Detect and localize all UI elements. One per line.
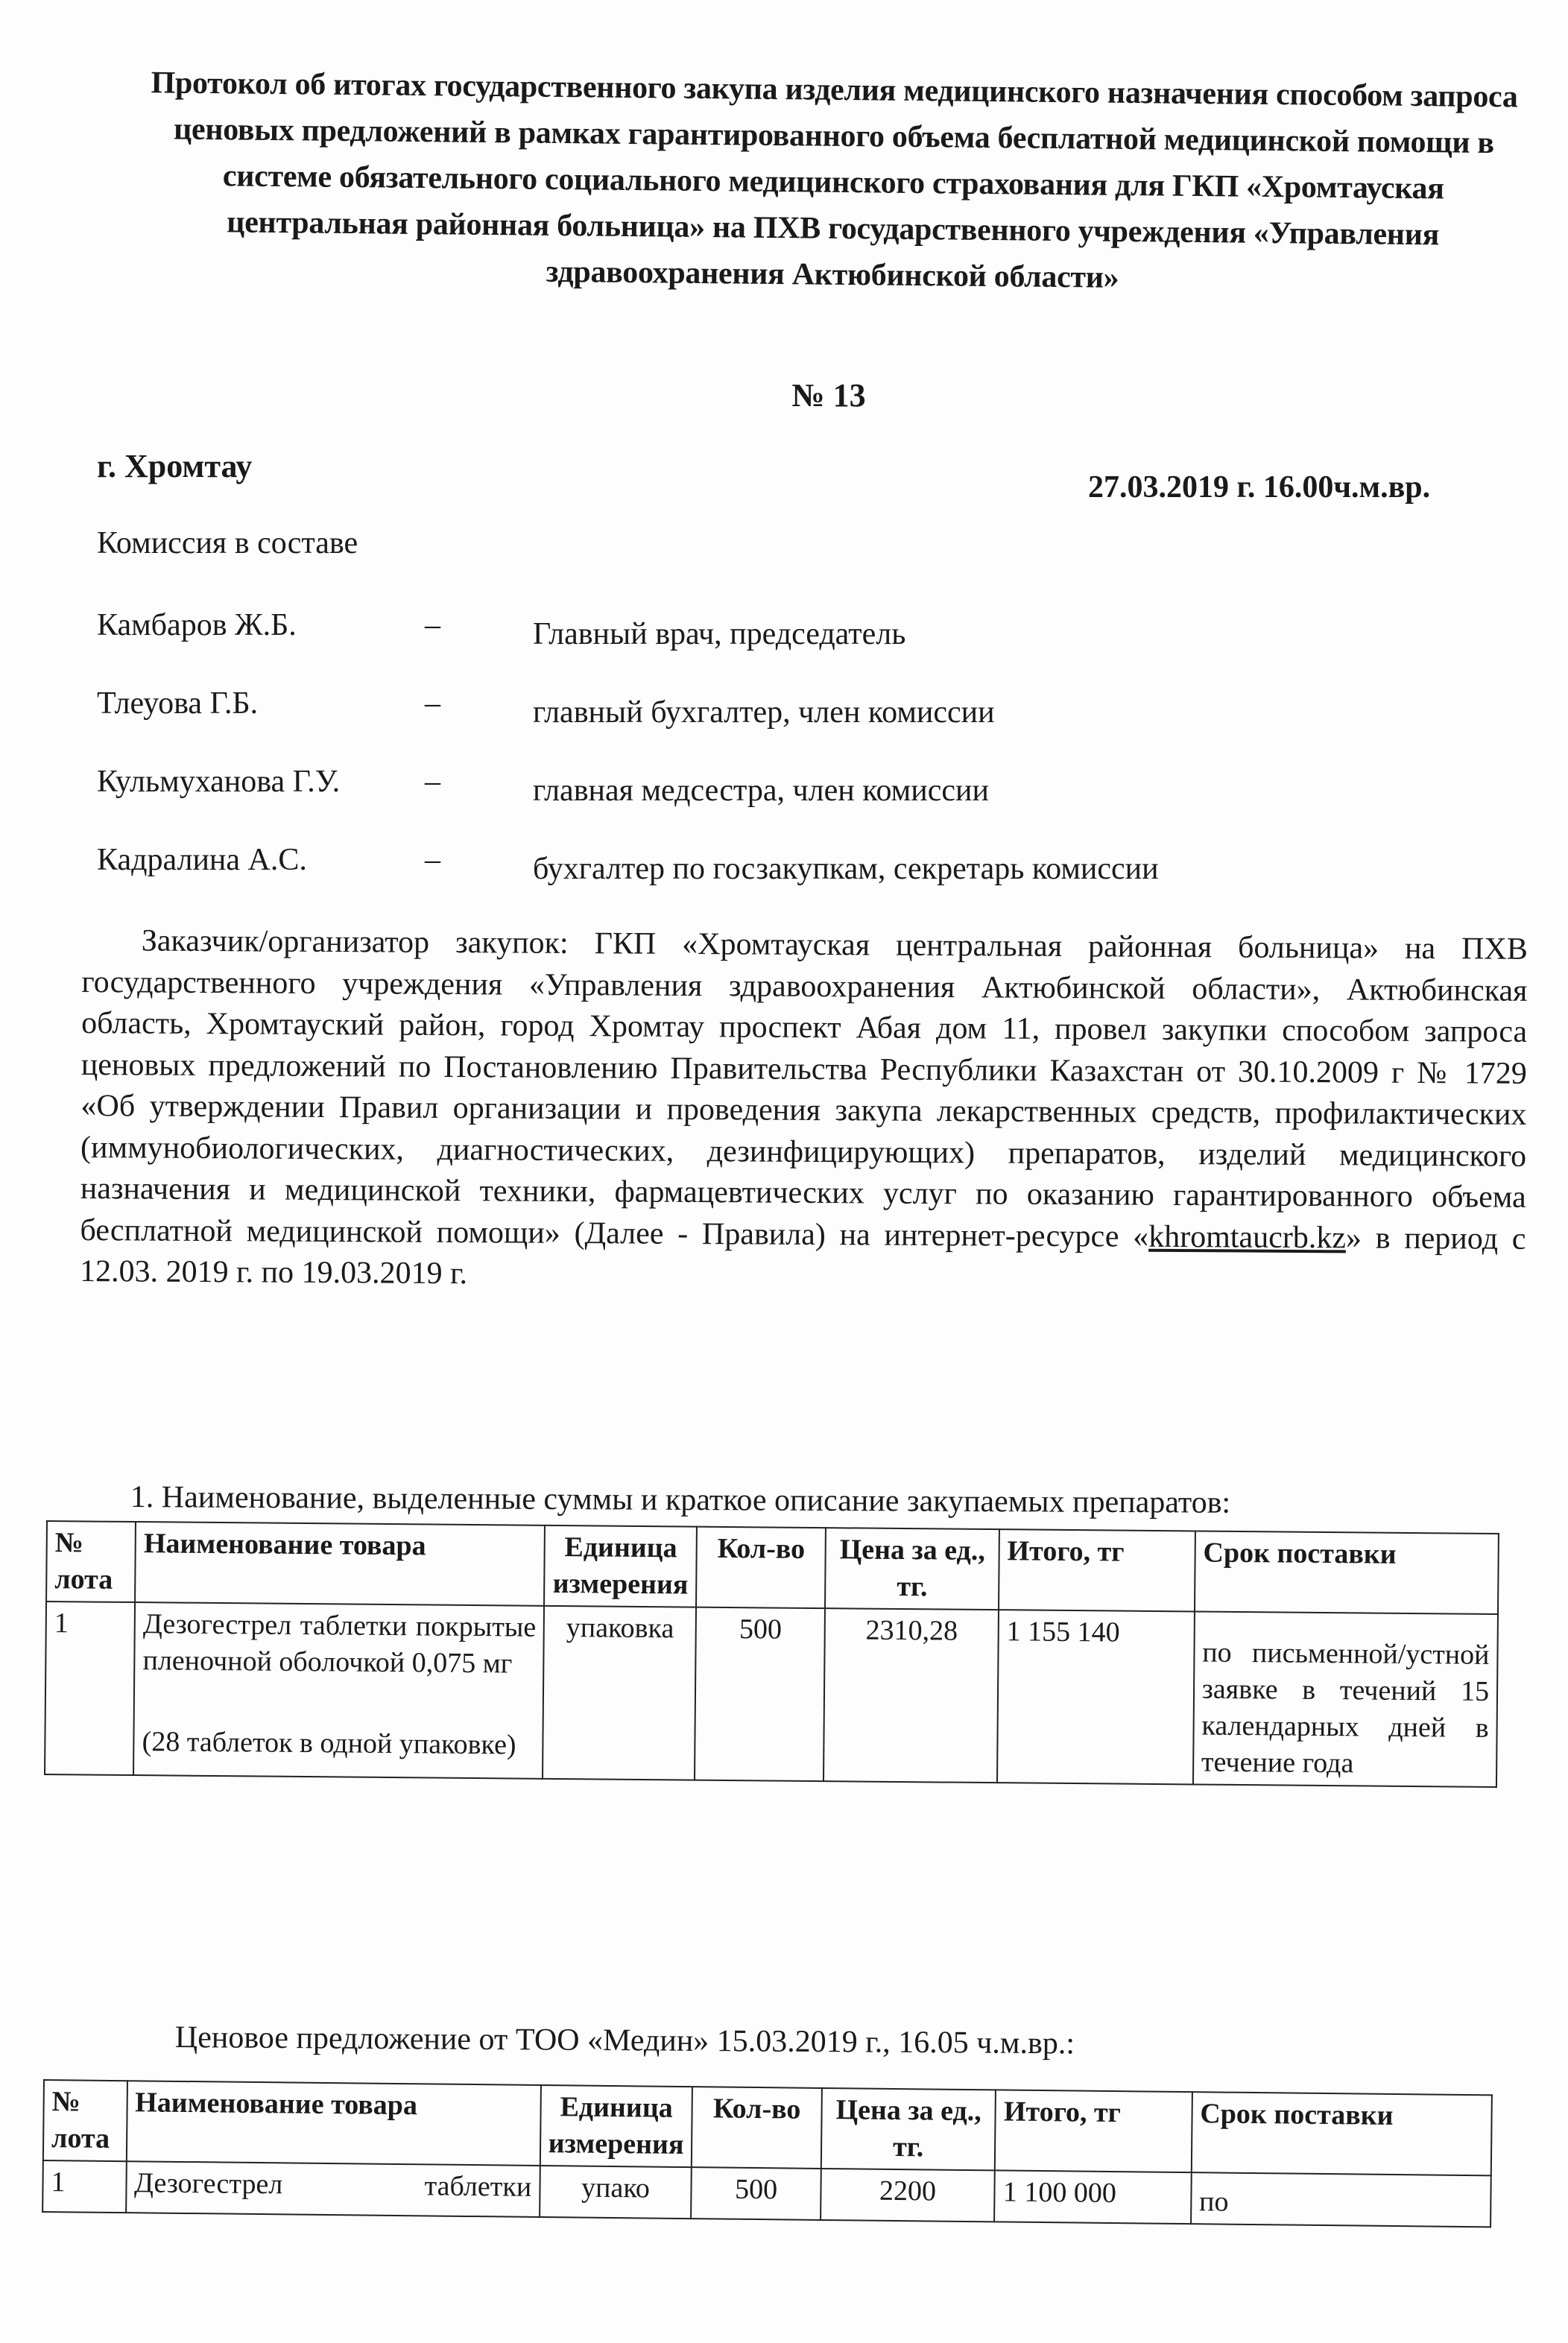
cell-lot: 1: [42, 2160, 126, 2213]
section-heading: 1. Наименование, выделенные суммы и краткое описание закупаемых препаратов:: [130, 1480, 1231, 1520]
member-name: Тлеуова Г.Б.: [97, 686, 259, 721]
member-dash: –: [425, 608, 440, 642]
cell-delivery: по: [1191, 2172, 1491, 2227]
header-qty: Кол-во: [696, 1527, 826, 1609]
table-row: [45, 1601, 1498, 1787]
member-role: Главный врач, председатель: [533, 617, 906, 651]
commission-member: [97, 686, 1513, 730]
cell-total: 1 155 140: [997, 1610, 1195, 1784]
member-name: Камбаров Ж.Б.: [97, 608, 297, 642]
offer-table: [42, 2079, 1493, 2227]
header-name: Наименование товара: [126, 2081, 540, 2166]
header-lot: № лота: [46, 1521, 136, 1602]
offer-heading: Ценовое предложение от ТОО «Медин» 15.03.2019 г., 16.05 ч.м.вр.:: [174, 2020, 1075, 2061]
header-lot: № лота: [43, 2080, 127, 2161]
lots-table: [44, 1520, 1499, 1788]
cell-price: 2310,28: [823, 1608, 999, 1783]
cell-price: 2200: [821, 2169, 995, 2222]
item-note: (28 таблеток в одной упаковке): [142, 1726, 516, 1761]
member-name: Кадралина А.С.: [97, 843, 307, 877]
paragraph-text: Заказчик/организатор закупок: ГКП «Хромтауская центральная районная больница» на ПХВ государственного учреждения «Управления здравоохранения Актюбинской области», Актюбинская область, Хромтауский район, город Хромтау проспект Абая дом 11, провел закупки способом запроса ценовых предложений по Постановлению Правительства Республики Казахстан от 30.10.2009 г № 1729 «Об утверждении Правил организации и проведения закупа лекарственных средств, профилактических (иммунобиологических, диагностических, дезинфицирующих) препаратов, изделий медицинского назначения и медицинской техники, фармацевтических услуг по оказанию гарантированного объема бесплатной медицинской помощи» (Далее - Правила) на интернет-ресурсе «: [80, 923, 1528, 1254]
website-link[interactable]: khromtaucrb.kz: [1148, 1219, 1347, 1255]
protocol-datetime: 27.03.2019 г. 16.00ч.м.вр.: [1088, 470, 1431, 505]
commission-member: [97, 842, 1513, 887]
city: г. Хромтау: [97, 448, 253, 484]
member-dash: –: [425, 843, 440, 877]
table-header-row: [43, 2080, 1492, 2175]
header-delivery: Срок поставки: [1195, 1531, 1499, 1614]
cell-delivery: по письменной/устной заявке в течений 15 календарных дней в течение года: [1193, 1611, 1498, 1787]
protocol-number: № 13: [791, 377, 866, 414]
header-price: Цена за ед., тг.: [821, 2088, 996, 2170]
member-role: главный бухгалтер, член комиссии: [533, 695, 995, 730]
header-unit: Единица измерения: [544, 1525, 697, 1607]
cell-total: 1 100 000: [994, 2170, 1191, 2224]
commission-member: [97, 607, 1513, 652]
member-name: Кульмуханова Г.У.: [97, 765, 341, 799]
table-header-row: [46, 1521, 1499, 1614]
cell-unit: упако: [540, 2166, 692, 2219]
header-delivery: Срок поставки: [1192, 2092, 1492, 2175]
header-total: Итого, тг: [999, 1529, 1195, 1611]
cell-unit: упаковка: [543, 1606, 696, 1780]
item-name: Дезогестрел таблетки покрытые пленочной оболочкой 0,075 мг: [142, 1608, 537, 1680]
document-title: Протокол об итогах государственного закупа изделия медицинского назначения способом запроса ценовых предложений в рамках гарантированного объема бесплатной медицинской помощи в системе обязательного социального медицинского страхования для ГКП «Хромтауская центральная районная больница» на ПХВ государственного учреждения «Управления здравоохранения Актюбинской области»: [151, 66, 1518, 295]
cell-qty: 500: [695, 1607, 825, 1782]
cell-name: [133, 1602, 544, 1779]
customer-paragraph: [80, 920, 1528, 1301]
header-name: Наименование товара: [135, 1522, 545, 1606]
header-qty: Кол-во: [692, 2087, 822, 2169]
member-role: главная медсестра, член комиссии: [533, 774, 989, 808]
commission-member: [97, 764, 1513, 809]
header-unit: Единица измерения: [540, 2085, 692, 2167]
cell-qty: 500: [691, 2167, 821, 2220]
member-role: бухгалтер по госзакупкам, секретарь комиссии: [533, 852, 1159, 886]
member-dash: –: [425, 686, 440, 721]
commission-label: Комиссия в составе: [97, 526, 358, 560]
header-price: Цена за ед., тг.: [825, 1528, 999, 1610]
cell-lot: 1: [45, 1601, 135, 1775]
cell-name: Дезогестрел таблетки: [126, 2161, 540, 2217]
paragraph-text-end: » в период с 12.03. 2019 г. по 19.03.2019 г.: [79, 1220, 1526, 1291]
member-dash: –: [425, 765, 440, 799]
header-total: Итого, тг: [995, 2090, 1192, 2172]
